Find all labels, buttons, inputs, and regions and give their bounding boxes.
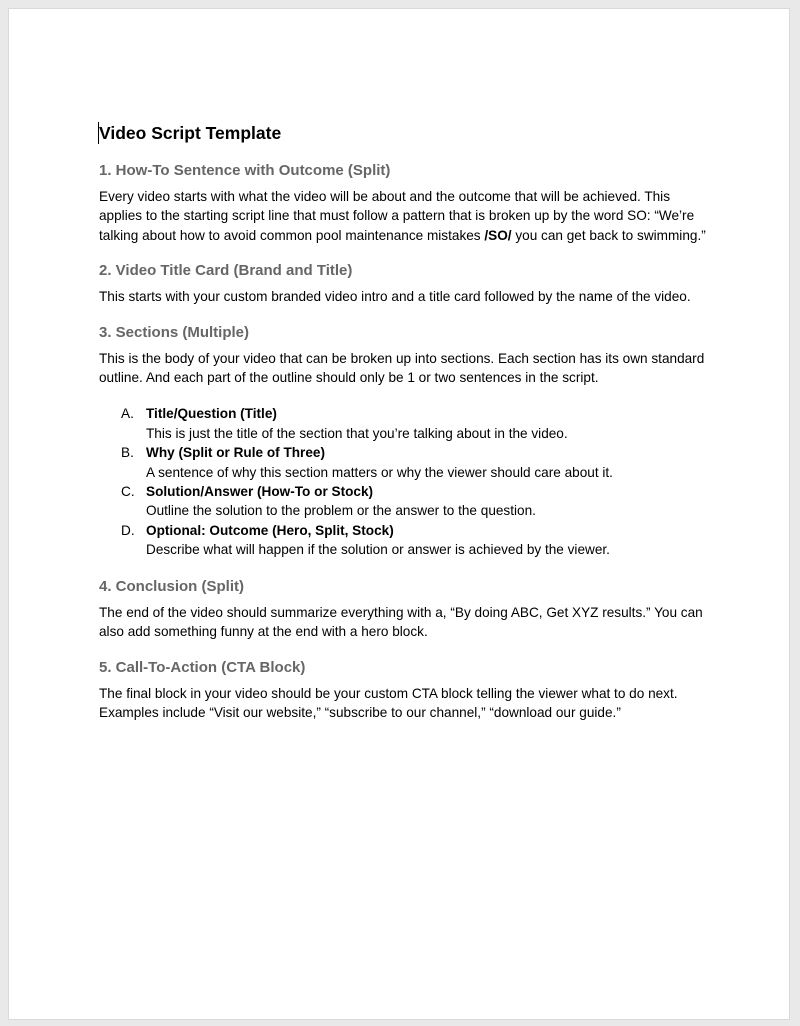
section-paragraph-cta: The final block in your video should be your custom CTA block telling the viewer what to do next. Examples include “Visit our website,” “subscribe to our channel,” “download our guide.”: [99, 685, 678, 720]
section-heading-how-to: 1. How-To Sentence with Outcome (Split): [99, 162, 391, 179]
list-item: [99, 404, 711, 443]
list-marker: B.: [121, 445, 134, 461]
section-paragraph-sections: This is the body of your video that can be broken up into sections. Each section has its own standard outline. And each part of the outline should only be 1 or two sentences in the script.: [99, 350, 705, 386]
list-item: [99, 521, 711, 560]
section-heading-cta: 5. Call-To-Action (CTA Block): [99, 658, 306, 676]
document-title-text: Video Script Template: [99, 123, 282, 143]
paragraph-text: you can get back to swimming.”: [511, 227, 706, 243]
section-heading-title-card: 2. Video Title Card (Brand and Title): [99, 262, 353, 280]
section-heading-conclusion: 4. Conclusion (Split): [99, 577, 244, 595]
list-item-title: Title/Question (Title): [146, 406, 277, 422]
list-item-title: Optional: Outcome (Hero, Split, Stock): [146, 522, 394, 538]
list-item-description: A sentence of why this section matters or why the viewer should care about it.: [146, 464, 613, 480]
list-item-description: Outline the solution to the problem or the answer to the question.: [146, 503, 536, 519]
paragraph-text: Every video starts with what the video will be about and the outcome that will be achieved. This applies to the starting script line that must follow a pattern that is broken up by the word SO: “We’re talking about how to avoid common pool maintenance mistakes: [99, 189, 695, 243]
section-paragraph-how-to: [99, 187, 711, 245]
section-outline-list: [99, 404, 711, 559]
list-item-title: Why (Split or Rule of Three): [146, 445, 325, 461]
section-paragraph-title-card: This starts with your custom branded video intro and a title card followed by the name of the video.: [99, 289, 691, 305]
list-item: [99, 443, 711, 482]
list-marker: A.: [121, 406, 134, 422]
paragraph-bold-text: /SO/: [484, 227, 512, 243]
list-marker: D.: [121, 522, 135, 538]
document-page: [8, 8, 790, 1020]
text-cursor: [98, 122, 99, 144]
section-paragraph-conclusion: The end of the video should summarize everything with a, “By doing ABC, Get XYZ results.” You can also add something funny at the end with a hero block.: [99, 604, 703, 640]
list-item: [99, 482, 711, 521]
document-body[interactable]: [99, 121, 711, 738]
list-item-description: Describe what will happen if the solution or answer is achieved by the viewer.: [146, 542, 610, 558]
list-marker: C.: [121, 484, 135, 500]
list-item-description: This is just the title of the section that you’re talking about in the video.: [146, 425, 568, 441]
list-item-title: Solution/Answer (How-To or Stock): [146, 484, 374, 500]
document-title: [99, 121, 711, 145]
section-heading-sections: 3. Sections (Multiple): [99, 323, 250, 341]
